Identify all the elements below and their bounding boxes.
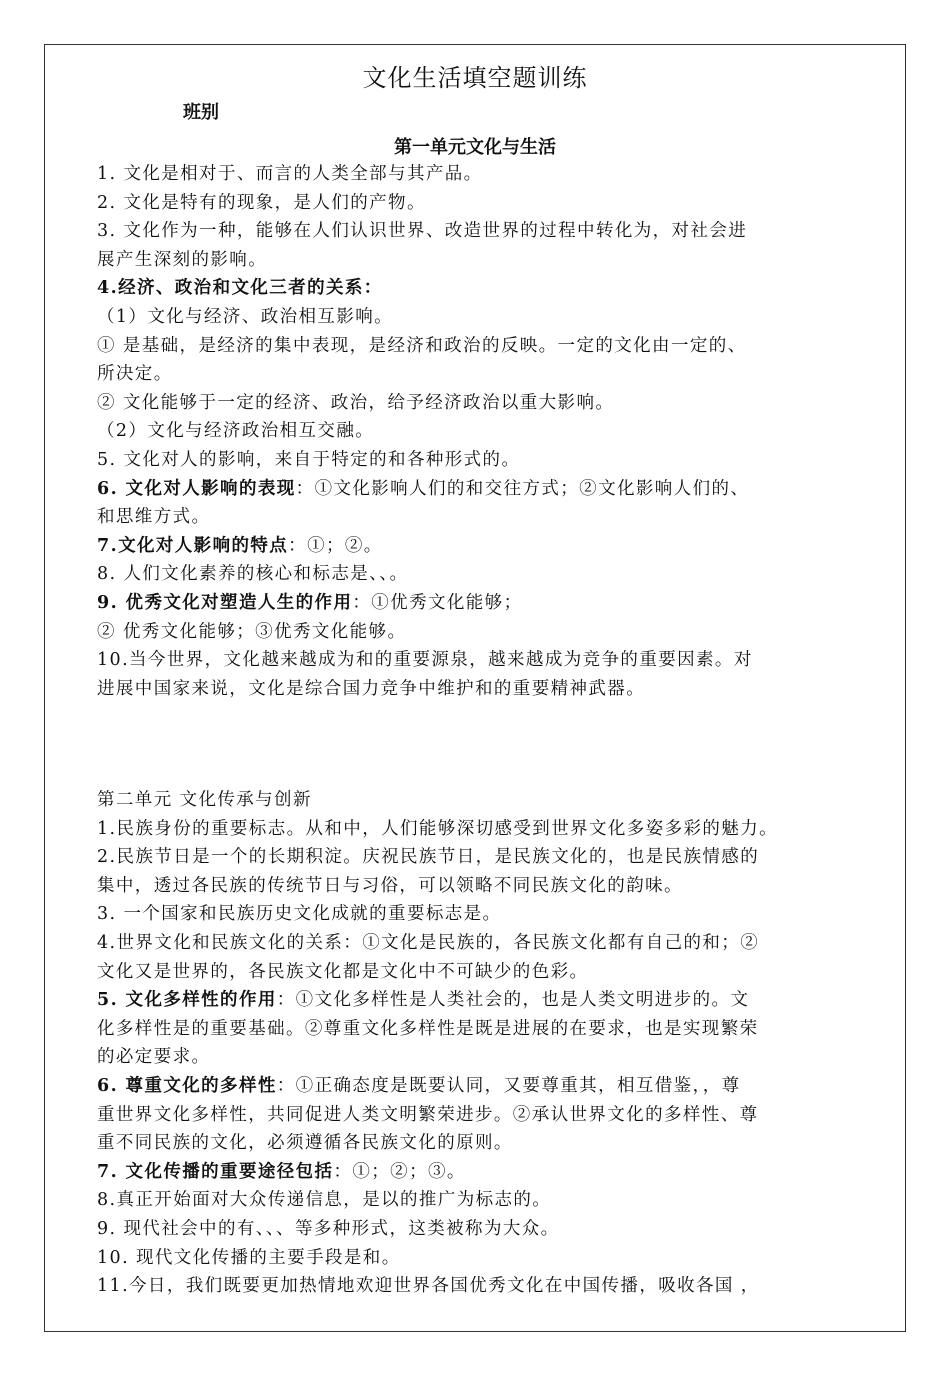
line-text: ：①；②；③。 (333, 1161, 466, 1182)
text-line (97, 1272, 887, 1301)
text-line (97, 1244, 887, 1273)
text-line (97, 958, 887, 987)
line-text: 所决定。 (97, 364, 173, 385)
text-line (97, 1158, 887, 1187)
text-line (97, 475, 877, 504)
line-text: 5. 文化对人的影响，来自于特定的和各种形式的。 (97, 449, 521, 470)
line-text: ② 优秀文化能够；③优秀文化能够。 (97, 621, 407, 642)
line-text: 进展中国家来说，文化是综合国力竞争中维护和的重要精神武器。 (97, 678, 646, 699)
line-text: 8. 人们文化素养的核心和标志是、、。 (97, 564, 409, 585)
line-text: 2. 文化是特有的现象，是人们的产物。 (97, 192, 426, 213)
text-line (97, 1043, 887, 1072)
line-text: 2.民族节日是一个的长期积淀。庆祝民族节日，是民族文化的，也是民族情感的 (97, 847, 760, 868)
line-text: 和思维方式。 (97, 507, 211, 528)
line-text: ：①；②。 (288, 535, 383, 556)
text-line (97, 389, 877, 418)
bold-lead: 6. 文化对人影响的表现 (97, 478, 296, 499)
text-line (97, 929, 887, 958)
line-text: （2）文化与经济政治相互交融。 (97, 421, 375, 442)
line-text: 重世界文化多样性，共同促进人类文明繁荣进步。②承认世界文化的多样性、尊 (97, 1104, 759, 1125)
line-text: ：①文化多样性是人类社会的，也是人类文明进步的。文 (276, 990, 750, 1011)
text-line (97, 246, 877, 275)
line-text: （1）文化与经济、政治相互影响。 (97, 306, 394, 327)
text-line (97, 1101, 887, 1130)
bold-lead: 7. 文化传播的重要途径包括 (97, 1161, 334, 1182)
text-line (97, 274, 877, 303)
line-text: 文化又是世界的，各民族文化都是文化中不可缺少的色彩。 (97, 961, 589, 982)
line-text: 8.真正开始面对大众传递信息，是以的推广为标志的。 (97, 1190, 552, 1211)
text-line (97, 646, 877, 675)
line-text: 4.世界文化和民族文化的关系：①文化是民族的，各民族文化都有自己的和；② (97, 932, 760, 953)
bold-lead: 7.文化对人影响的特点 (97, 535, 289, 556)
text-line (97, 189, 877, 218)
text-line (97, 1072, 887, 1101)
text-line (97, 417, 877, 446)
line-text: 9. 现代社会中的有、、、等多种形式，这类被称为大众。 (97, 1218, 560, 1239)
text-line (97, 303, 877, 332)
line-text: 1.民族身份的重要标志。从和中，人们能够深切感受到世界文化多姿多彩的魅力。 (97, 818, 778, 839)
text-line (97, 589, 877, 618)
text-line (97, 560, 877, 589)
line-text: 10. 现代文化传播的主要手段是和。 (97, 1247, 401, 1268)
text-line (97, 900, 887, 929)
text-line (97, 332, 877, 361)
class-label: 班别 (183, 102, 219, 123)
unit2-lines (97, 786, 887, 1301)
bold-lead: 4.经济、政治和文化三者的关系： (97, 278, 383, 299)
line-text: 第二单元 文化传承与创新 (97, 790, 312, 810)
line-text: 3. 一个国家和民族历史文化成就的重要标志是。 (97, 904, 502, 925)
line-text: ：①正确态度是既要认同，又要尊重其，相互借鉴，，尊 (276, 1075, 741, 1096)
line-text: ：①文化影响人们的和交往方式；②文化影响人们的、 (295, 478, 750, 499)
bold-lead: 5. 文化多样性的作用 (97, 990, 277, 1011)
line-text: 展产生深刻的影响。 (97, 249, 268, 270)
text-line (97, 843, 887, 872)
line-text: 10.当今世界，文化越来越成为和的重要源泉，越来越成为竞争的重要因素。对 (97, 650, 753, 671)
line-text: ：①优秀文化能够； (352, 592, 523, 613)
line-text: 1. 文化是相对于、而言的人类全部与其产品。 (97, 164, 483, 184)
text-line (97, 532, 877, 561)
line-text: ② 文化能够于一定的经济、政治，给予经济政治以重大影响。 (97, 392, 615, 413)
bold-lead: 6. 尊重文化的多样性 (97, 1075, 277, 1096)
bold-lead: 9. 优秀文化对塑造人生的作用 (97, 592, 353, 613)
text-line (97, 217, 877, 246)
text-line (97, 675, 877, 704)
text-line (97, 360, 877, 389)
line-text: 化多样性是的重要基础。②尊重文化多样性是既是进展的在要求，也是实现繁荣 (97, 1018, 759, 1039)
line-text: 集中，透过各民族的传统节日与习俗，可以领略不同民族文化的韵味。 (97, 875, 683, 896)
document-title: 文化生活填空题训练 (362, 64, 588, 92)
unit1-heading: 第一单元文化与生活 (394, 137, 556, 158)
line-text: 重不同民族的文化，必须遵循各民族文化的原则。 (97, 1133, 513, 1154)
text-line (97, 503, 877, 532)
text-line (97, 986, 887, 1015)
line-text: 11.今日，我们既要更加热情地欢迎世界各国优秀文化在中国传播，吸收各国 ， (97, 1276, 760, 1297)
text-line (97, 786, 887, 815)
text-line (97, 1129, 887, 1158)
line-text: 的必定要求。 (97, 1047, 211, 1068)
text-line (97, 446, 877, 475)
text-line (97, 1015, 887, 1044)
line-text: 3. 文化作为一种，能够在人们认识世界、改造世界的过程中转化为，对社会进 (97, 221, 748, 242)
text-line (97, 1186, 887, 1215)
text-line (97, 815, 887, 844)
text-line (97, 160, 877, 189)
text-line (97, 872, 887, 901)
unit1-lines (97, 160, 877, 703)
text-line (97, 1215, 887, 1244)
line-text: ① 是基础，是经济的集中表现，是经济和政治的反映。一定的文化由一定的、 (97, 335, 747, 356)
text-line (97, 618, 877, 647)
